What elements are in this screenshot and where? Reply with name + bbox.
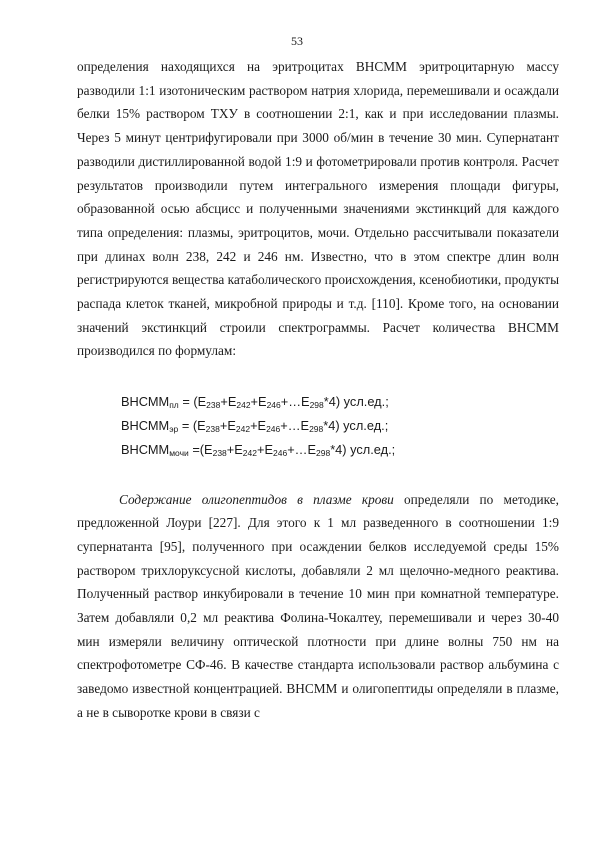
page-body	[77, 55, 559, 725]
formula-urine: $ВНСММ_{мочи}$ $=(E_{238}+E_{242}+E_{246}+\dots E_{298}*4)$ усл.ед.;	[121, 441, 396, 458]
formula-plasma: $ВНСММ_{пл}$ = $(E_{238}+E_{242}+E_{246}+\dots E_{298}*4)$ усл.ед.;	[121, 394, 389, 411]
page-number: 53	[291, 34, 303, 48]
method-paragraph-oligopeptides	[77, 488, 559, 725]
method-paragraph-erythrocytes: определения находящихся на эритроцитах ВНСММ эритроцитарную массу разводили 1:1 изотоническим раствором натрия хлорида, перемешивали и осаждали белки 15% раствором ТХУ в соотношении 2:1, как и при исследовании плазмы. Через 5 минут центрифугировали при 3000 об/мин в течение 30 мин. Супернатант разводили дистиллированной водой 1:9 и фотометрировали против контроля. Расчет результатов производили путем интегрального измерения площади фигуры, образованной осью абсцисс и полученными значениями экстинкций для каждого типа определения: плазмы, эритроцитов, мочи. Отдельно рассчитывали показатели при длинах волн 238, 242 и 246 нм. Известно, что в этом спектре длин волн регистрируются вещества катаболического происхождения, ксенобиотики, продукты распада клеток тканей, микробной природы и т.д. [110]. Кроме того, на основании значений экстинкций строили спектрограммы. Расчет количества ВНСММ производился по формулам:	[77, 59, 560, 359]
paragraph-text: определяли по методике, предложенной Лоури [227]. Для этого к 1 мл разведенного в соотношении 1:9 супернатанта [95], полученного при осаждении белков исследуемой среды 15% раствором трихлоруксусной кислоты, добавляли 2 мл щелочно-медного реактива. Полученный раствор инкубировали в течение 10 мин при комнатной температуре. Затем добавляли 0,2 мл реактива Фолина-Чокалтеу, перемешивали и через 30-40 мин измеряли величину оптической плотности при длине волны 750 нм на спектрофотометре СФ-46. В качестве стандарта использовали раствор альбумина с заведомо известной концентрацией. ВНСММ и олигопептиды определяли в плазме, а не в сыворотке крови в связи с	[77, 491, 559, 720]
section-lead-italic: Содержание олигопептидов в плазме крови	[119, 491, 394, 507]
formula-erythrocytes: $ВНСММ_{эр}$ = $(E_{238}+E_{242}+E_{246}+\dots E_{298}*4)$ усл.ед.;	[121, 417, 389, 434]
formula-block	[77, 390, 559, 461]
